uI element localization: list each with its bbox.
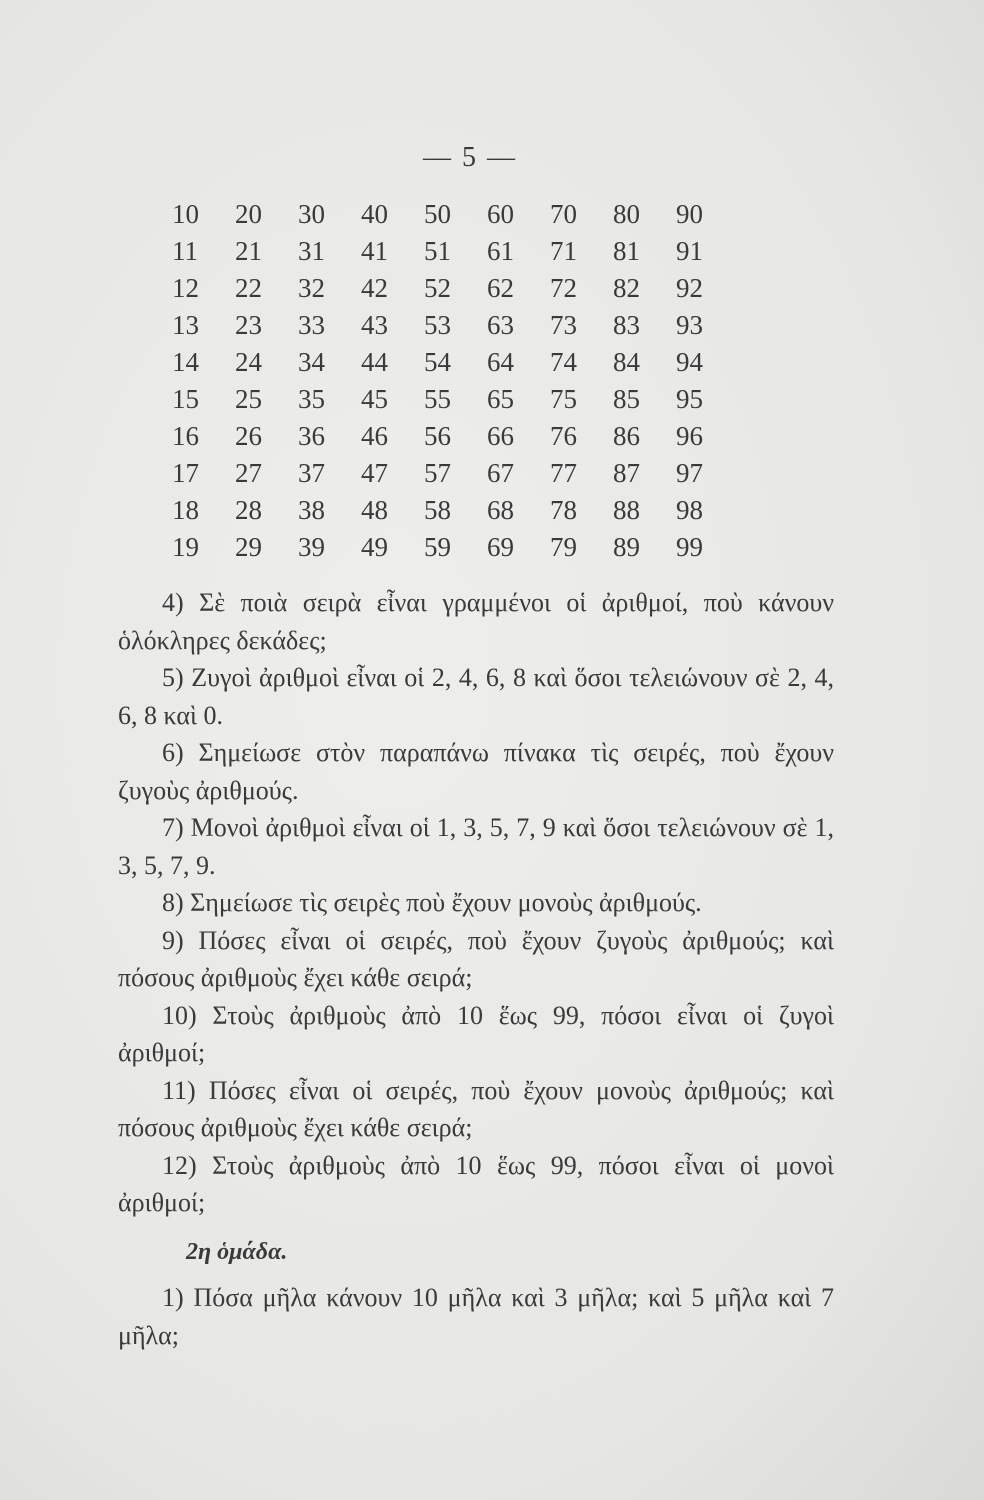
table-cell: 14 [172,347,199,377]
table-cell: 36 [298,421,325,451]
table-cell: 63 [487,310,514,340]
exercise-6: 6) Σημείωσε στὸν παραπάνω πίνακα τὶς σειρές, ποὺ ἔχουν ζυγοὺς ἀριθμούς. [118,738,834,805]
table-cell: 23 [235,310,262,340]
table-row [172,492,739,529]
table-cell: 46 [361,421,388,451]
page-number: — 5 — [423,142,517,173]
table-cell: 97 [676,458,703,488]
table-cell: 38 [298,495,325,525]
number-table [172,196,739,566]
table-cell: 71 [550,236,577,266]
table-cell: 80 [613,199,640,229]
table-cell: 95 [676,384,703,414]
table-row [172,233,739,270]
table-cell: 44 [361,347,388,377]
table-cell: 55 [424,384,451,414]
table-cell: 73 [550,310,577,340]
table-cell: 57 [424,458,451,488]
table-cell: 12 [172,273,199,303]
table-cell: 76 [550,421,577,451]
table-row [172,344,739,381]
exercise-8: 8) Σημείωσε τὶς σειρὲς ποὺ ἔχουν μονοὺς ἀριθμούς. [162,888,702,917]
table-cell: 11 [172,236,198,266]
table-cell: 39 [298,532,325,562]
table-cell: 13 [172,310,199,340]
exercise-text [118,584,834,1354]
table-cell: 54 [424,347,451,377]
exercise-10: 10) Στοὺς ἀριθμοὺς ἀπὸ 10 ἕως 99, πόσοι εἶναι οἱ ζυγοὶ ἀριθμοί; [118,1000,834,1067]
exercise-5: 5) Ζυγοὶ ἀριθμοὶ εἶναι οἱ 2, 4, 6, 8 καὶ ὅσοι τελειώνουν σὲ 2, 4, 6, 8 καὶ 0. [118,663,834,730]
table-cell: 69 [487,532,514,562]
table-cell: 18 [172,495,199,525]
table-cell: 56 [424,421,451,451]
table-cell: 61 [487,236,514,266]
table-cell: 25 [235,384,262,414]
table-cell: 82 [613,273,640,303]
table-cell: 48 [361,495,388,525]
exercise-9: 9) Πόσες εἶναι οἱ σειρές, ποὺ ἔχουν ζυγοὺς ἀριθμούς; καὶ πόσους ἀριθμοὺς ἔχει κάθε σειρά; [118,925,834,992]
table-cell: 30 [298,199,325,229]
table-cell: 75 [550,384,577,414]
table-cell: 20 [235,199,262,229]
table-cell: 15 [172,384,199,414]
table-cell: 79 [550,532,577,562]
table-cell: 62 [487,273,514,303]
table-row [172,418,739,455]
table-cell: 67 [487,458,514,488]
table-cell: 81 [613,236,640,266]
table-cell: 87 [613,458,640,488]
table-cell: 26 [235,421,262,451]
exercise-7: 7) Μονοὶ ἀριθμοὶ εἶναι οἱ 1, 3, 5, 7, 9 καὶ ὅσοι τελειώνουν σὲ 1, 3, 5, 7, 9. [118,813,834,880]
exercise-12: 12) Στοὺς ἀριθμοὺς ἀπὸ 10 ἕως 99, πόσοι εἶναι οἱ μονοὶ ἀριθμοί; [118,1150,834,1217]
table-cell: 93 [676,310,703,340]
table-cell: 50 [424,199,451,229]
table-cell: 74 [550,347,577,377]
table-cell: 22 [235,273,262,303]
table-cell: 34 [298,347,325,377]
table-cell: 96 [676,421,703,451]
table-cell: 88 [613,495,640,525]
table-cell: 85 [613,384,640,414]
exercise-11: 11) Πόσες εἶναι οἱ σειρές, ποὺ ἔχουν μονοὺς ἀριθμούς; καὶ πόσους ἀριθμοὺς ἔχει κάθε σειρά; [118,1075,834,1142]
table-row [172,381,739,418]
table-cell: 89 [613,532,640,562]
table-cell: 60 [487,199,514,229]
table-cell: 77 [550,458,577,488]
table-cell: 86 [613,421,640,451]
table-row [172,270,739,307]
table-row [172,455,739,492]
table-cell: 35 [298,384,325,414]
table-row [172,529,739,566]
table-cell: 94 [676,347,703,377]
table-cell: 31 [298,236,325,266]
table-cell: 68 [487,495,514,525]
table-cell: 91 [676,236,703,266]
table-cell: 65 [487,384,514,414]
table-cell: 47 [361,458,388,488]
table-cell: 90 [676,199,703,229]
table-cell: 10 [172,199,199,229]
table-row [172,196,739,233]
table-cell: 84 [613,347,640,377]
table-cell: 78 [550,495,577,525]
table-cell: 92 [676,273,703,303]
table-cell: 98 [676,495,703,525]
section-title: 2η ὁμάδα. [186,1238,288,1265]
table-cell: 58 [424,495,451,525]
table-cell: 17 [172,458,199,488]
table-cell: 33 [298,310,325,340]
table-cell: 72 [550,273,577,303]
table-cell: 24 [235,347,262,377]
table-cell: 21 [235,236,262,266]
table-cell: 52 [424,273,451,303]
table-cell: 83 [613,310,640,340]
table-cell: 49 [361,532,388,562]
table-cell: 99 [676,532,703,562]
table-cell: 45 [361,384,388,414]
table-cell: 64 [487,347,514,377]
table-cell: 41 [361,236,388,266]
section-exercise-1: 1) Πόσα μῆλα κάνουν 10 μῆλα καὶ 3 μῆλα; καὶ 5 μῆλα καὶ 7 μῆλα; [118,1283,834,1350]
table-cell: 29 [235,532,262,562]
table-cell: 42 [361,273,388,303]
number-table-body [172,196,739,566]
table-cell: 40 [361,199,388,229]
table-cell: 43 [361,310,388,340]
table-cell: 19 [172,532,199,562]
table-cell: 37 [298,458,325,488]
table-cell: 27 [235,458,262,488]
table-cell: 32 [298,273,325,303]
table-cell: 70 [550,199,577,229]
table-cell: 53 [424,310,451,340]
table-cell: 16 [172,421,199,451]
table-cell: 51 [424,236,451,266]
table-cell: 59 [424,532,451,562]
table-row [172,307,739,344]
table-cell: 28 [235,495,262,525]
exercise-4: 4) Σὲ ποιὰ σειρὰ εἶναι γραμμένοι οἱ ἀριθμοί, ποὺ κάνουν ὁλόκληρες δεκάδες; [118,588,834,655]
table-cell: 66 [487,421,514,451]
